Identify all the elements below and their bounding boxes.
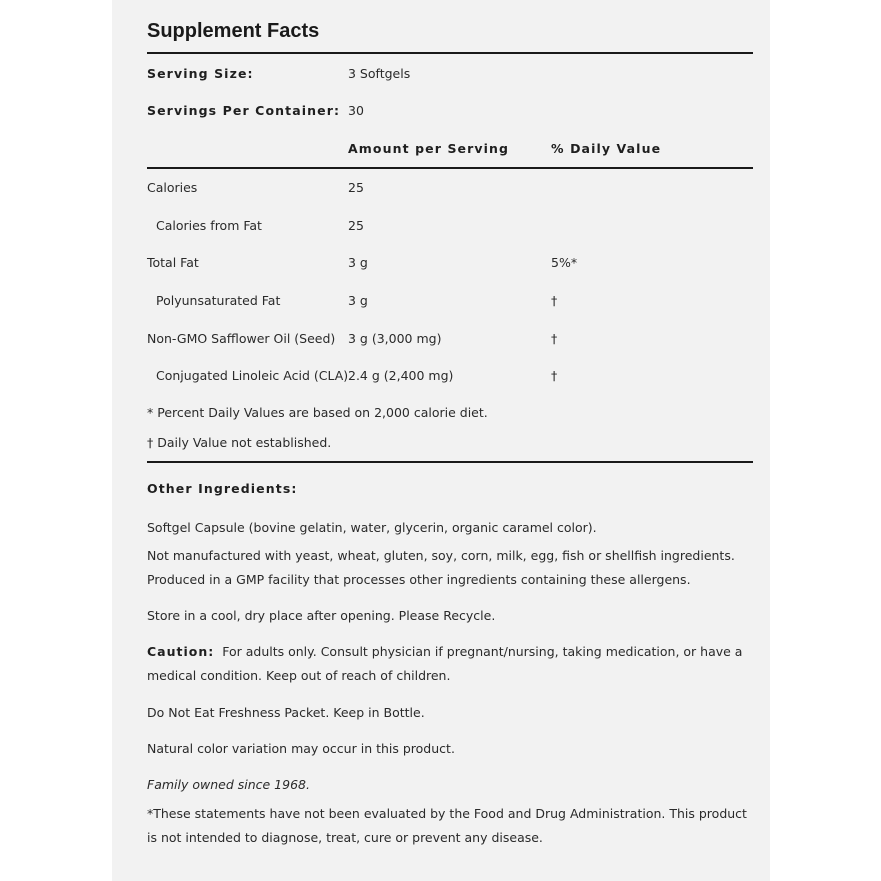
capsule-ingredients-text: Softgel Capsule (bovine gelatin, water, glycerin, organic caramel color). xyxy=(147,520,597,535)
allergen-statement: Not manufactured with yeast, wheat, gluten, soy, corn, milk, egg, fish or shellfish ingredients. Produced in a GMP facility that processes other ingredients containing these allergens. xyxy=(147,548,735,587)
table-header-divider xyxy=(147,167,753,169)
family-owned-note: Family owned since 1968. xyxy=(147,777,310,792)
serving-size-value: 3 Softgels xyxy=(348,66,411,81)
fda-disclaimer: *These statements have not been evaluated by the Food and Drug Administration. This product is not intended to diagnose, treat, cure or prevent any disease. xyxy=(147,806,747,845)
caution-label: Caution: xyxy=(147,644,215,659)
footnote-percent-daily-values: * Percent Daily Values are based on 2,000 calorie diet. xyxy=(147,405,488,420)
nutrient-amount: 25 xyxy=(348,180,364,195)
nutrient-name: Non-GMO Safflower Oil (Seed) xyxy=(147,331,336,346)
daily-value-header: % Daily Value xyxy=(551,141,662,156)
nutrient-name: Calories from Fat xyxy=(156,218,262,233)
title-divider xyxy=(147,52,753,54)
caution-text: For adults only. Consult physician if pregnant/nursing, taking medication, or have a medical condition. Keep out of reach of children. xyxy=(147,644,743,683)
nutrient-amount: 3 g xyxy=(348,255,368,270)
page-title: Supplement Facts xyxy=(147,20,320,42)
freshness-packet-warning: Do Not Eat Freshness Packet. Keep in Bottle. xyxy=(147,705,425,720)
nutrient-name: Total Fat xyxy=(147,255,199,270)
nutrient-daily-value: † xyxy=(551,368,558,383)
serving-size-label: Serving Size: xyxy=(147,66,254,81)
other-ingredients-label: Other Ingredients: xyxy=(147,481,298,496)
nutrient-name: Polyunsaturated Fat xyxy=(156,293,281,308)
caution-statement xyxy=(147,640,753,688)
servings-per-container-label: Servings Per Container: xyxy=(147,103,341,118)
nutrient-name: Conjugated Linoleic Acid (CLA) xyxy=(156,368,349,383)
amount-per-serving-header: Amount per Serving xyxy=(348,141,510,156)
storage-instructions: Store in a cool, dry place after opening. Please Recycle. xyxy=(147,608,496,623)
footnote-divider xyxy=(147,461,753,463)
nutrient-daily-value: 5%* xyxy=(551,255,578,270)
nutrient-amount: 2.4 g (2,400 mg) xyxy=(348,368,454,383)
footnote-daily-value-not-established: † Daily Value not established. xyxy=(147,435,332,450)
nutrient-daily-value: † xyxy=(551,293,558,308)
color-variation-note: Natural color variation may occur in this product. xyxy=(147,741,455,756)
nutrient-name: Calories xyxy=(147,180,198,195)
servings-per-container-value: 30 xyxy=(348,103,364,118)
nutrient-daily-value: † xyxy=(551,331,558,346)
nutrient-amount: 25 xyxy=(348,218,364,233)
nutrient-amount: 3 g (3,000 mg) xyxy=(348,331,442,346)
nutrient-amount: 3 g xyxy=(348,293,368,308)
